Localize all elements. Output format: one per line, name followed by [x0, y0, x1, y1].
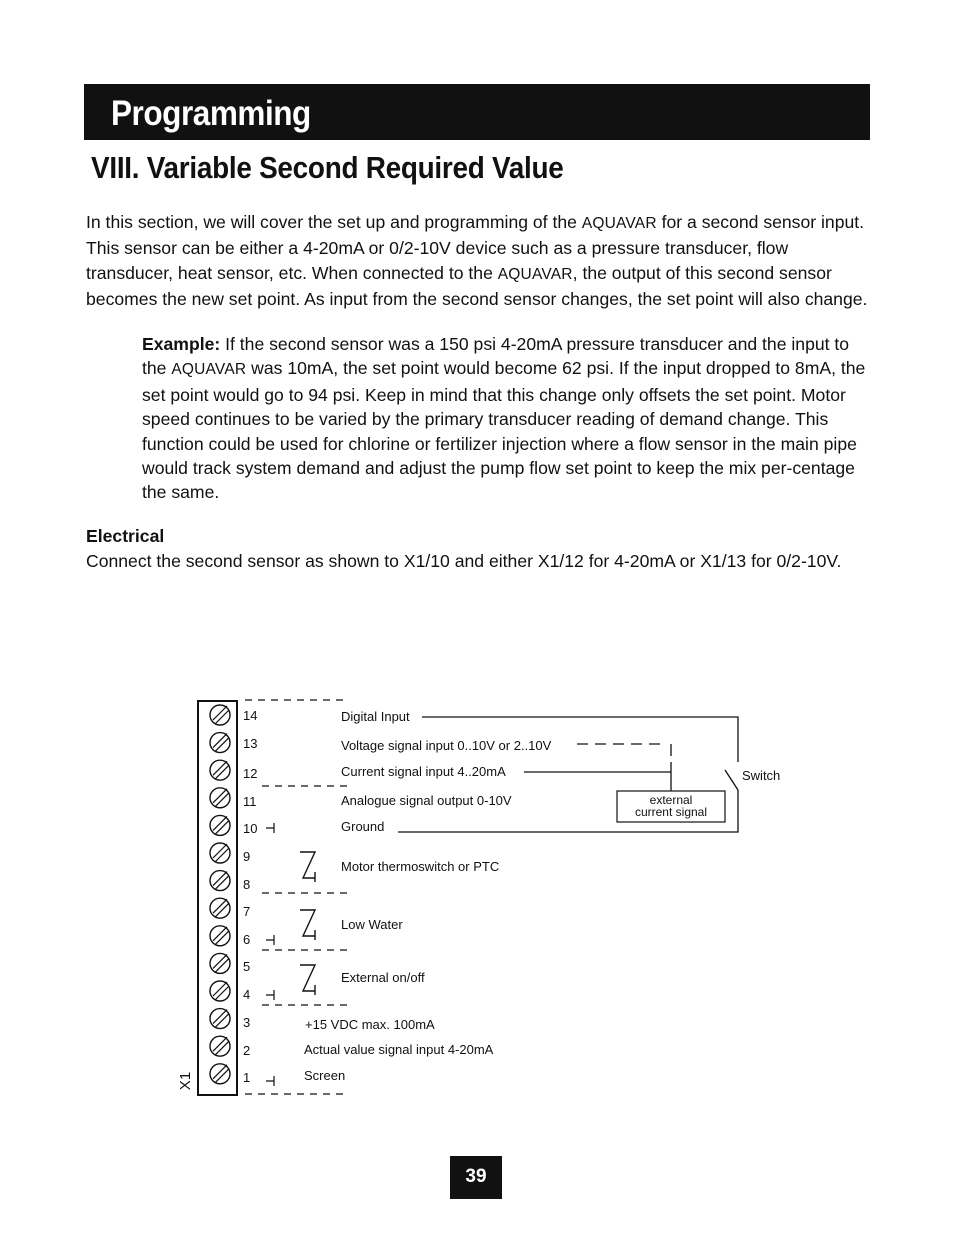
terminal-screw-icon	[210, 788, 230, 808]
terminal-number: 8	[243, 877, 251, 892]
label-external-onoff: External on/off	[341, 970, 425, 985]
ground-symbols	[266, 823, 274, 1086]
terminal-number: 12	[243, 766, 258, 781]
terminal-screw-icon	[210, 705, 230, 725]
brand-name: AQUAVAR	[497, 265, 573, 283]
terminal-number: 11	[243, 794, 257, 809]
contact-symbols	[300, 852, 315, 995]
page-number-box	[450, 1156, 502, 1199]
terminal-screw-icon	[210, 871, 230, 891]
terminal-screw-icon	[210, 733, 230, 753]
external-box-line2: current signal	[634, 805, 708, 819]
terminal-screw-icon	[210, 843, 230, 863]
label-voltage-input: Voltage signal input 0..10V or 2..10V	[341, 738, 552, 753]
terminal-screw-icon	[210, 1009, 230, 1029]
switch-label: Switch	[742, 768, 781, 783]
terminal-number: 6	[243, 932, 251, 947]
intro-text-2: for a second sensor input. This sensor can be either a 4-20mA or 0/2-10V device such as a pressure transducer, flow transducer, heat sensor, etc. When connected to the	[86, 212, 865, 283]
intro-text-1: In this section, we will cover the set up and programming of the	[86, 212, 582, 232]
terminal-screw-icon	[210, 926, 230, 946]
terminal-screw-icon	[210, 1064, 230, 1084]
terminal-screw-icon	[210, 760, 230, 780]
example-text-1: If the second sensor was a 150 psi 4-20mA pressure transducer and the input to the	[142, 334, 850, 379]
terminal-number: 5	[243, 959, 251, 974]
brand-name: AQUAVAR	[171, 361, 247, 379]
label-low-water: Low Water	[341, 917, 403, 932]
brand-name: AQUAVAR	[581, 215, 657, 232]
terminal-number: 10	[243, 821, 258, 836]
terminal-number: 13	[243, 736, 258, 751]
terminal-number: 4	[243, 987, 251, 1002]
intro-text-3: , the output of this second sensor becomes the new set point. As input from the second sensor changes, the set point will also change.	[86, 262, 868, 310]
page-title: Programming	[111, 94, 311, 133]
terminal-number: 7	[243, 904, 251, 919]
separator-lines	[245, 700, 348, 1094]
page-number: 39	[465, 1166, 487, 1187]
terminal-number: 3	[243, 1015, 251, 1030]
example-text-2: was 10mA, the set point would become 62 psi. If the input dropped to 8mA, the set point would go to 94 psi. Keep in mind that this change only offsets the set point. Motor speed continues to be varied by the primary transducer reading of demand change. This function could be used for chlorine or fertilizer injection where a flow sensor in the main pipe would track system demand and adjust the pump flow set point to keep the mix per-centage the same.	[142, 358, 866, 503]
label-analogue-output: Analogue signal output 0-10V	[341, 793, 512, 808]
terminal-number: 2	[243, 1043, 251, 1058]
example-label: Example:	[142, 334, 221, 354]
label-15vdc: +15 VDC max. 100mA	[305, 1017, 435, 1032]
label-ground: Ground	[341, 819, 385, 834]
terminal-number: 1	[243, 1070, 251, 1085]
electrical-text: Connect the second sensor as shown to X1/10 and either X1/12 for 4-20mA or X1/13 for 0/2-10V.	[86, 551, 842, 571]
label-actual-value: Actual value signal input 4-20mA	[304, 1042, 494, 1057]
label-screen: Screen	[304, 1068, 346, 1083]
terminal-number: 9	[243, 849, 251, 864]
label-current-input: Current signal input 4..20mA	[341, 764, 506, 779]
external-box-line1: external	[649, 793, 693, 807]
terminal-screw-icon	[210, 815, 230, 835]
terminal-block-label: X1	[177, 1071, 194, 1091]
terminal-screw-icon	[210, 1036, 230, 1056]
terminal-number: 14	[243, 708, 258, 723]
terminal-screws	[210, 705, 230, 1084]
terminal-screw-icon	[210, 981, 230, 1001]
electrical-heading: Electrical	[86, 526, 165, 546]
label-motor-thermo: Motor thermoswitch or PTC	[341, 859, 500, 874]
terminal-screw-icon	[210, 898, 230, 918]
terminal-screw-icon	[210, 953, 230, 973]
section-title: VIII. Variable Second Required Value	[91, 150, 564, 185]
label-digital-input: Digital Input	[341, 709, 410, 724]
